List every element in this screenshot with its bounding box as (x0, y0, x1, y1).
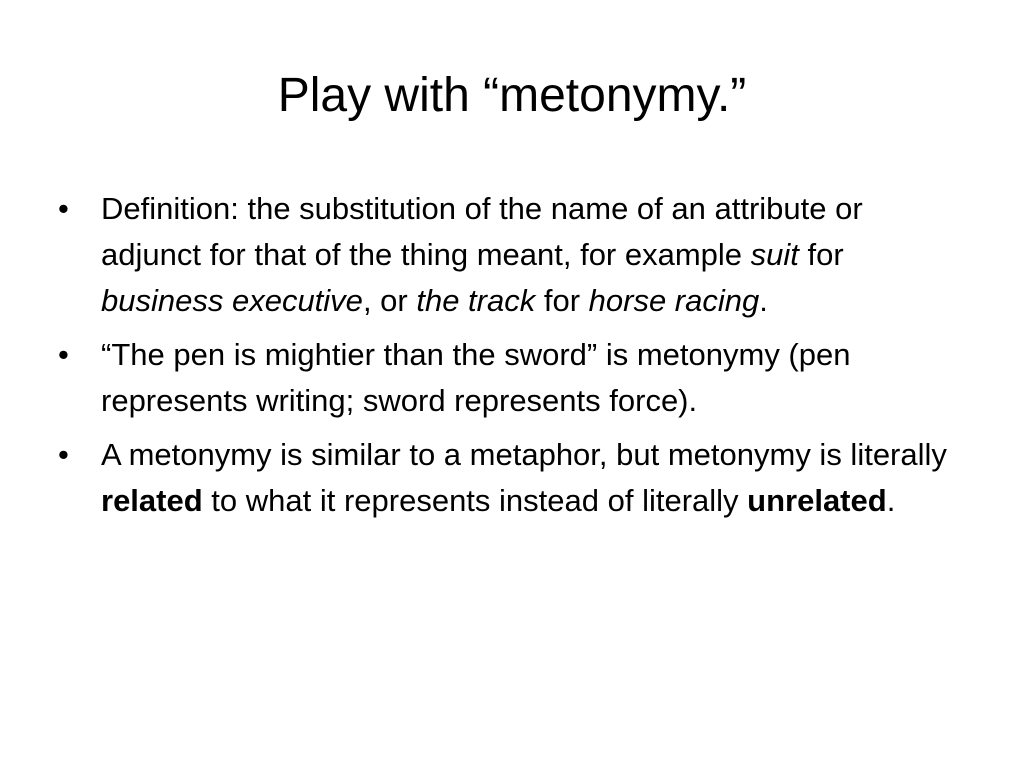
bullet-item-comparison (58, 432, 948, 524)
bullet-text (101, 191, 863, 318)
bullet-list (58, 186, 948, 532)
bullet-icon: • (58, 437, 69, 472)
text-run: for (798, 237, 844, 272)
text-run: . (886, 483, 896, 518)
bold-term: unrelated (747, 483, 887, 518)
italic-term: suit (750, 237, 799, 272)
text-run: , or (362, 283, 417, 318)
bullet-icon: • (58, 337, 69, 372)
text-run: for (535, 283, 589, 318)
text-run: “The pen is mightier than the sword” is metonymy (pen represents writing; sword represents force). (101, 337, 851, 418)
text-run: to what it represents instead of literally (202, 483, 748, 518)
slide-title: Play with “metonymy.” (277, 69, 747, 122)
bullet-item-definition (58, 186, 948, 324)
italic-term: horse racing (588, 283, 760, 318)
text-run: . (759, 283, 768, 318)
bullet-text (101, 437, 947, 518)
bullet-icon: • (58, 191, 69, 226)
bullet-item-pen-sword (58, 332, 948, 424)
bold-term: related (101, 483, 203, 518)
bullet-text (101, 337, 850, 418)
text-run: A metonymy is similar to a metaphor, but metonymy is literally (101, 437, 947, 472)
italic-term: the track (416, 283, 536, 318)
italic-term: business executive (101, 283, 363, 318)
text-run: Definition: the substitution of the name of an attribute or adjunct for that of the thing meant, for example (101, 191, 863, 272)
